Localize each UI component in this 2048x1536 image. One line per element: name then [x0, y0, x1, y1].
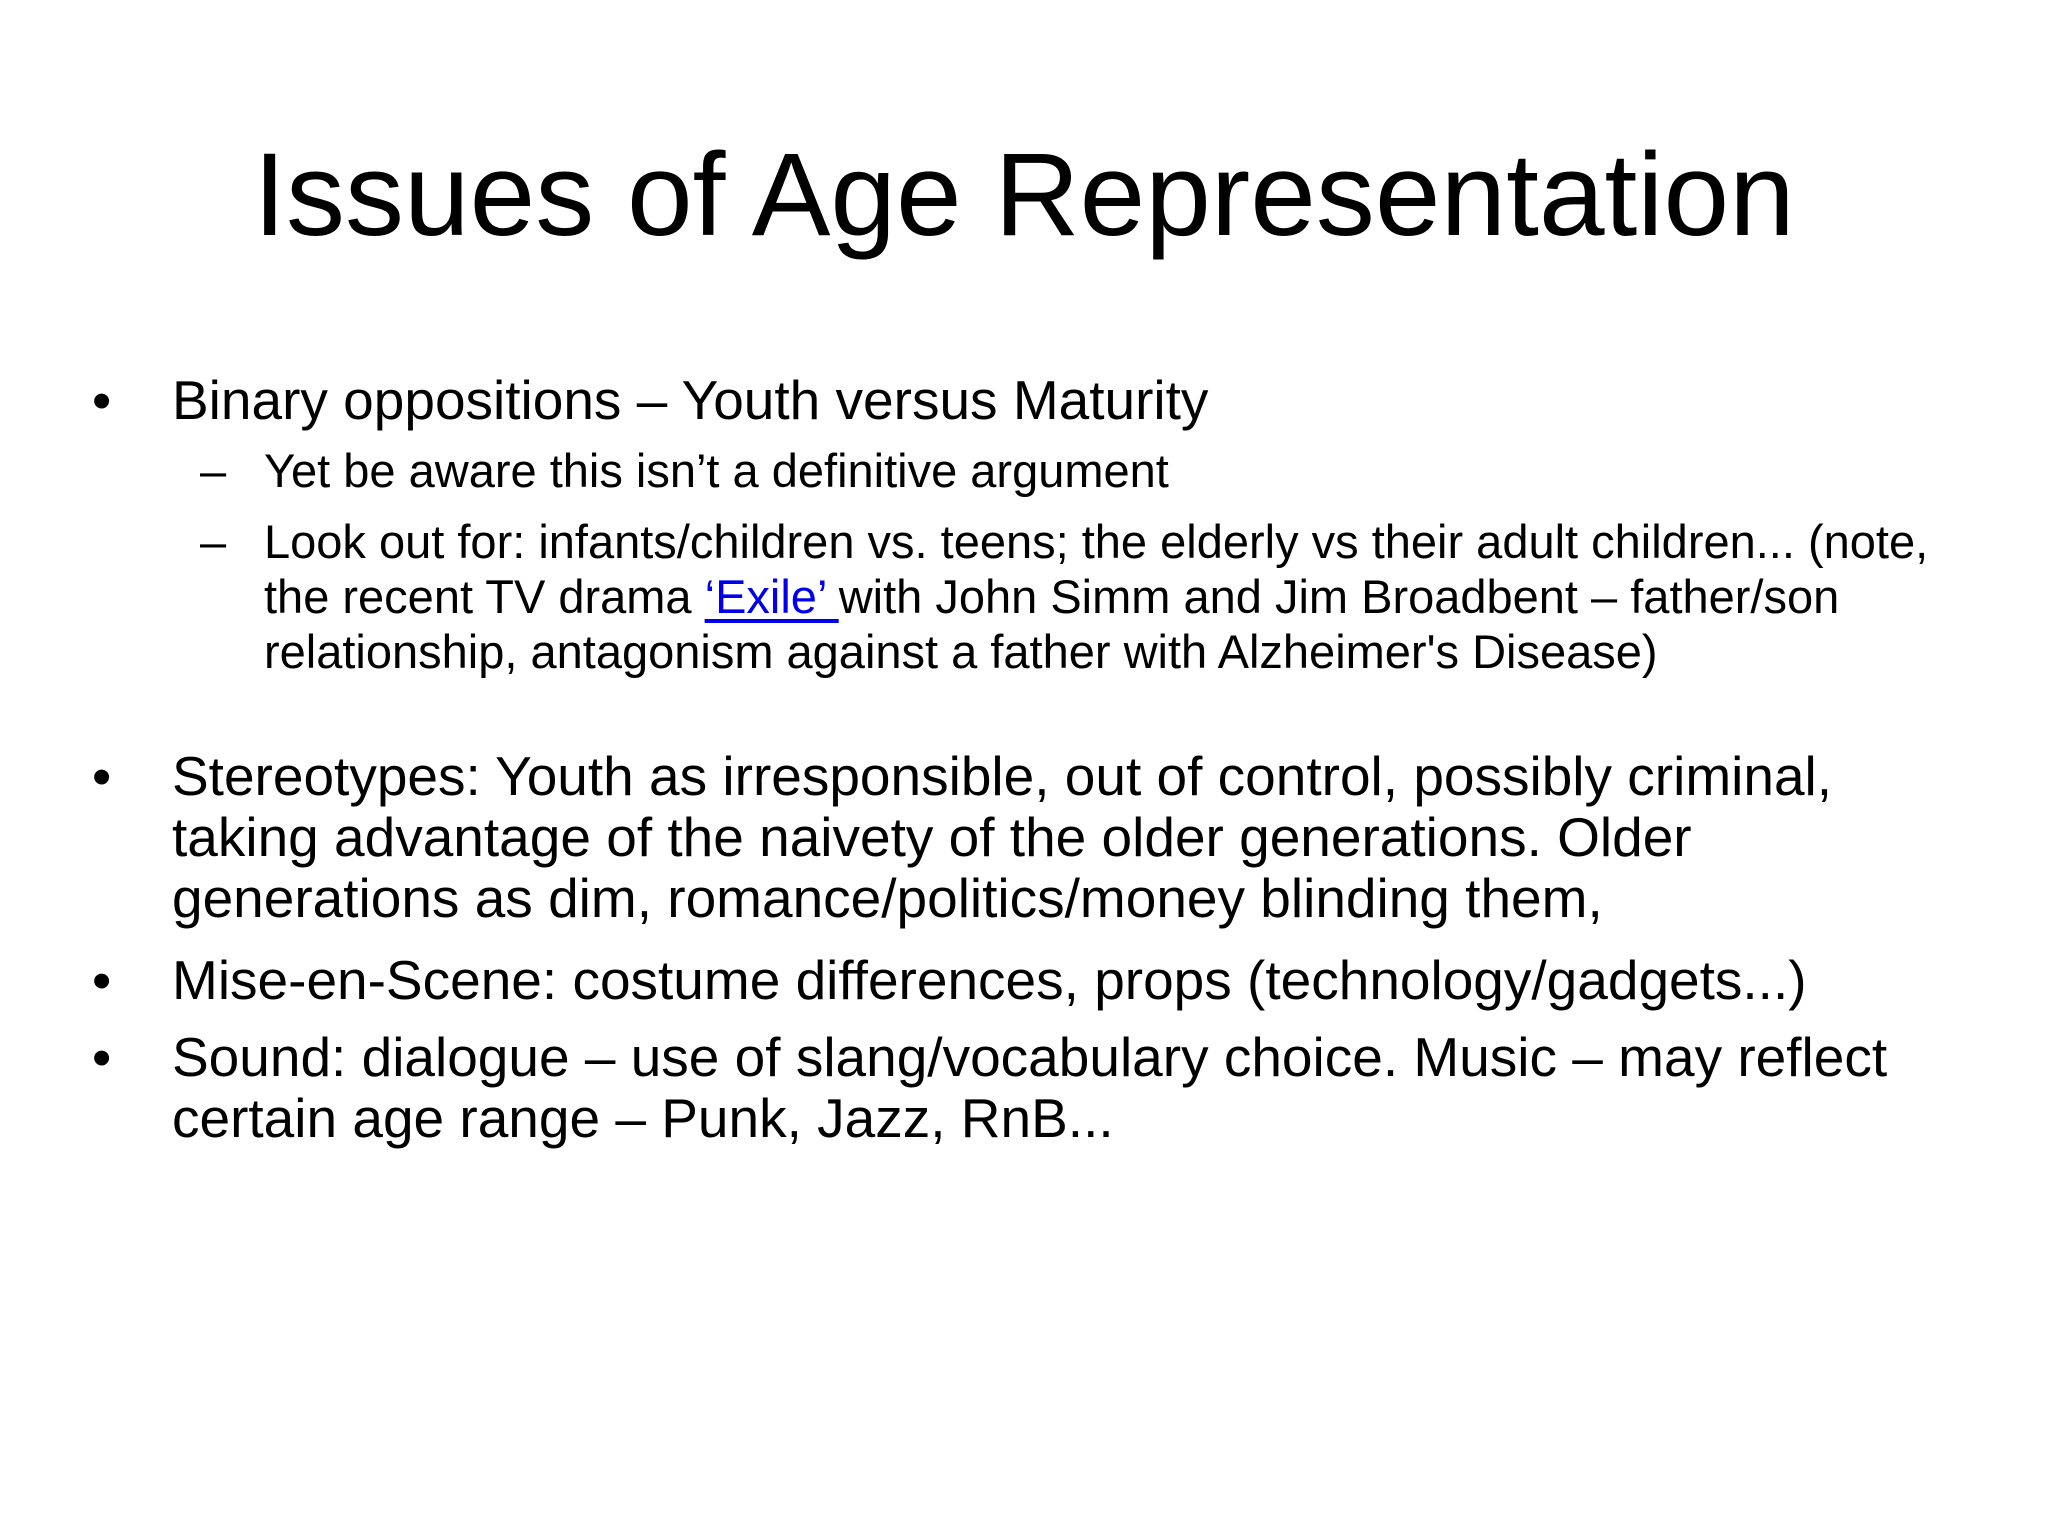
sub-bullet-marker: – — [200, 444, 227, 497]
bullet-marker: • — [92, 369, 112, 431]
exile-link[interactable]: ‘Exile’ — [704, 570, 839, 623]
sub-bullet-text-look-out-for — [264, 514, 1944, 679]
sub-bullet-text-after-link: with John Simm and Jim Broadbent – father/son relationship, antagonism against a father with Alzheimer's Disease) — [264, 570, 1840, 678]
sub-bullet-text-before-link: Look out for: infants/children vs. teens; the elderly vs their adult children... (note, the recent TV drama — [264, 515, 1929, 623]
bullet-marker: • — [92, 949, 112, 1011]
bullet-marker: • — [92, 1026, 112, 1088]
bullet-text-sound: Sound: dialogue – use of slang/vocabulary choice. Music – may reflect certain age range – Punk, Jazz, RnB... — [172, 1026, 1888, 1149]
sub-bullet-text-definitive: Yet be aware this isn’t a definitive argument — [264, 444, 1169, 497]
bullet-text-mise-en-scene: Mise-en-Scene: costume differences, props (technology/gadgets...) — [172, 949, 1807, 1011]
bullet-marker: • — [92, 745, 112, 807]
bullet-text-binary-oppositions: Binary oppositions – Youth versus Maturity — [172, 369, 1209, 431]
bullet-text-stereotypes: Stereotypes: Youth as irresponsible, out of control, possibly criminal, taking advantage of the naivety of the older generations. Older generations as dim, romance/politics/money blinding them, — [172, 745, 1833, 929]
slide-title: Issues of Age Representation — [253, 129, 1795, 261]
sub-bullet-marker: – — [200, 515, 227, 568]
